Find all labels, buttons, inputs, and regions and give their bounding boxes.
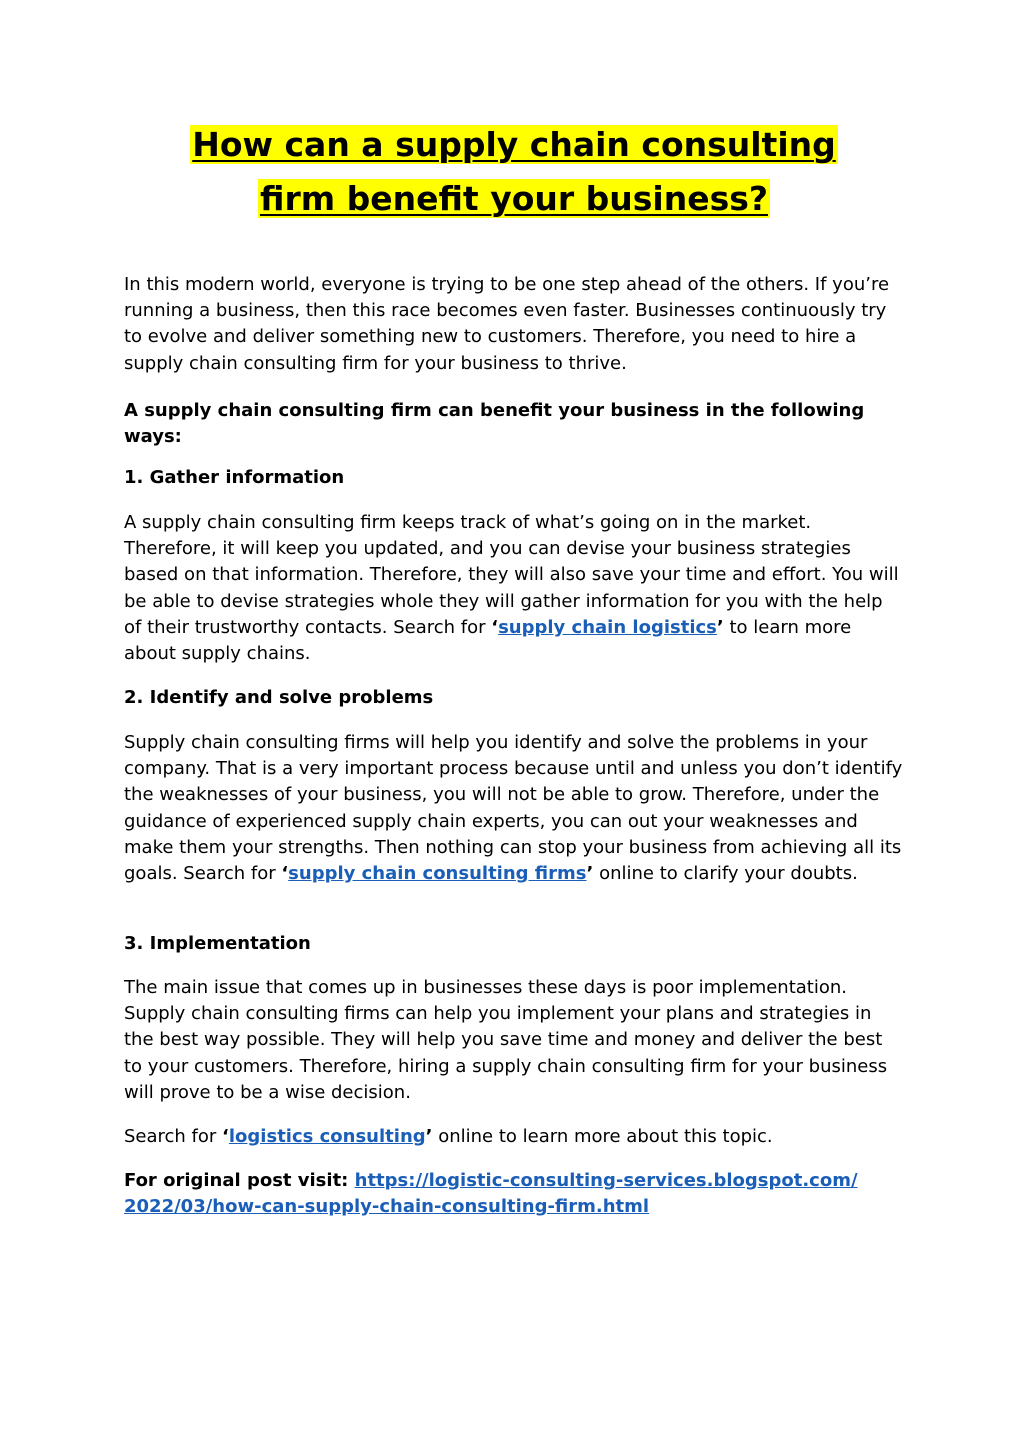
section-2-text: Supply chain consulting firms will help you identify and solve the problems in your company. That is a very important process because until and unless you don’t identify the weaknesses of your business, you will not be able to grow. Therefore, under the guidance of experienced supply chain experts, you can out your weaknesses and make them your strengths. Then nothing can stop your business from achieving all its goals. Search for	[124, 732, 903, 885]
original-post-label: For original post visit:	[124, 1170, 355, 1191]
title-line-1: How can a supply chain consulting	[192, 125, 836, 164]
supply-chain-consulting-firms-link[interactable]: supply chain consulting firms	[288, 863, 587, 885]
original-post-link[interactable]: https://logistic-consulting-services.blogspot.com/2022/03/how-can-supply-chain-consulting-firm.html	[124, 1170, 858, 1218]
section-1-heading: 1. Gather information	[124, 467, 345, 488]
section-1-text: A supply chain consulting firm keeps track of what’s going on in the market. Therefore, it will keep you updated, and you can devise your business strategies based on that information. Therefore, they will also save your time and effort. You will be able to devise strategies whole they will gather information for you with the help of their trustworthy contacts. Search for	[124, 512, 899, 638]
section-1-tail: to learn more about supply chains.	[124, 616, 852, 665]
quote-open: ‘	[491, 616, 499, 638]
section-3-heading: 3. Implementation	[124, 933, 311, 954]
search-line: Search for ‘logistics consulting’ online to learn more about this topic.	[124, 1126, 773, 1147]
page-title	[124, 118, 904, 226]
lead-in-paragraph: A supply chain consulting firm can benefit your business in the following ways:	[124, 400, 865, 448]
original-post	[124, 1168, 864, 1220]
quote-close: ’	[425, 1126, 433, 1147]
intro-paragraph: In this modern world, everyone is trying to be one step ahead of the others. If you’re running a business, then this race becomes even faster. Businesses continuously try to evolve and deliver something new to customers. Therefore, you need to hire a supply chain consulting firm for your business to thrive.	[124, 274, 890, 374]
logistics-consulting-link[interactable]: logistics consulting	[228, 1126, 426, 1147]
title-line-2: firm benefit your business?	[259, 179, 769, 218]
quote-open: ‘	[281, 863, 289, 885]
section-2-body	[124, 730, 904, 887]
section-3-body: The main issue that comes up in businesses these days is poor implementation. Supply chain consulting firms can help you implement your plans and strategies in the best way possible. They will help you save time and money and deliver the best to your customers. Therefore, hiring a supply chain consulting firm for your business will prove to be a wise decision.	[124, 977, 888, 1103]
supply-chain-logistics-link[interactable]: supply chain logistics	[498, 616, 717, 638]
section-2-tail: online to clarify your doubts.	[593, 863, 858, 885]
quote-close: ’	[586, 863, 594, 885]
quote-close: ’	[716, 616, 724, 638]
section-2-heading: 2. Identify and solve problems	[124, 687, 434, 708]
quote-open: ‘	[222, 1126, 229, 1147]
section-1-body	[124, 510, 904, 667]
